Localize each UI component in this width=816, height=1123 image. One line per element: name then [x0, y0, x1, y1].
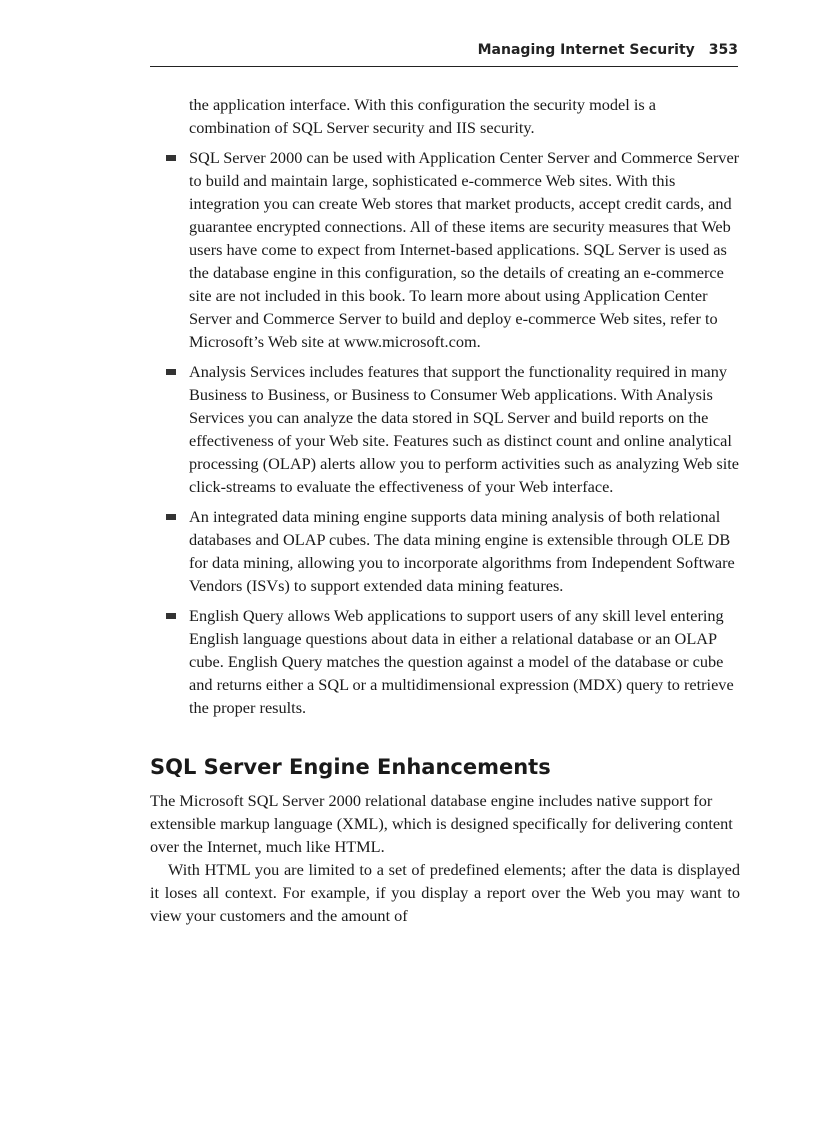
body-paragraph: With HTML you are limited to a set of predefined elements; after the data is displayed it loses all context. For example, if you display a report over the Web you may want to view your customers and the amount of — [150, 860, 740, 925]
bullet-item-commerce — [150, 146, 740, 353]
bullet-text: SQL Server 2000 can be used with Application Center Server and Commerce Server to build and maintain large, sophisticated e-commerce Web sites. With this integration you can create Web stores that market products, accept credit cards, and guarantee encrypted connections. All of these items are security measures that Web users have come to expect from Internet-based applications. SQL Server is used as the database engine in this configuration, so the details of creating an e-commerce site are not included in this book. To learn more about using Application Center Server and Commerce Server to build and deploy e-commerce Web sites, refer to Microsoft’s Web site at www.microsoft.com. — [189, 148, 740, 351]
page-number: 353 — [708, 42, 738, 58]
section-heading: SQL Server Engine Enhancements — [150, 755, 551, 779]
square-bullet-icon — [166, 514, 176, 520]
body-paragraph: The Microsoft SQL Server 2000 relational database engine includes native support for extensible markup language (XML), which is designed specifically for delivering content over the Internet, much like HTML. — [150, 791, 733, 856]
running-header — [150, 42, 738, 67]
bullet-text: English Query allows Web applications to support users of any skill level entering English language questions about data in either a relational database or an OLAP cube. English Query matches the question against a model of the database or cube and returns either a SQL or a multidimensional expression (MDX) query to retrieve the proper results. — [189, 606, 734, 717]
bullet-text: Analysis Services includes features that support the functionality required in many Business to Business, or Business to Consumer Web applications. With Analysis Services you can analyze the data stored in SQL Server and build reports on the effectiveness of your Web site. Features such as distinct count and online analytical processing (OLAP) alerts allow you to perform activities such as analyzing Web site click-streams to evaluate the effectiveness of your Web interface. — [189, 362, 740, 496]
square-bullet-icon — [166, 155, 176, 161]
feature-bullet-list — [150, 146, 740, 719]
bullet-item-data-mining — [150, 505, 740, 597]
bullet-item-analysis-services — [150, 360, 740, 498]
square-bullet-icon — [166, 369, 176, 375]
continuation-paragraph: the application interface. With this configuration the security model is a combination of SQL Server security and IIS security. — [189, 95, 656, 137]
page-body — [150, 93, 740, 927]
bullet-text: An integrated data mining engine supports data mining analysis of both relational databases and OLAP cubes. The data mining engine is extensible through OLE DB for data mining, allowing you to incorporate algorithms from Independent Software Vendors (ISVs) to support extended data mining features. — [189, 507, 735, 595]
square-bullet-icon — [166, 613, 176, 619]
header-section-title: Managing Internet Security — [477, 42, 695, 58]
bullet-item-english-query — [150, 604, 740, 719]
